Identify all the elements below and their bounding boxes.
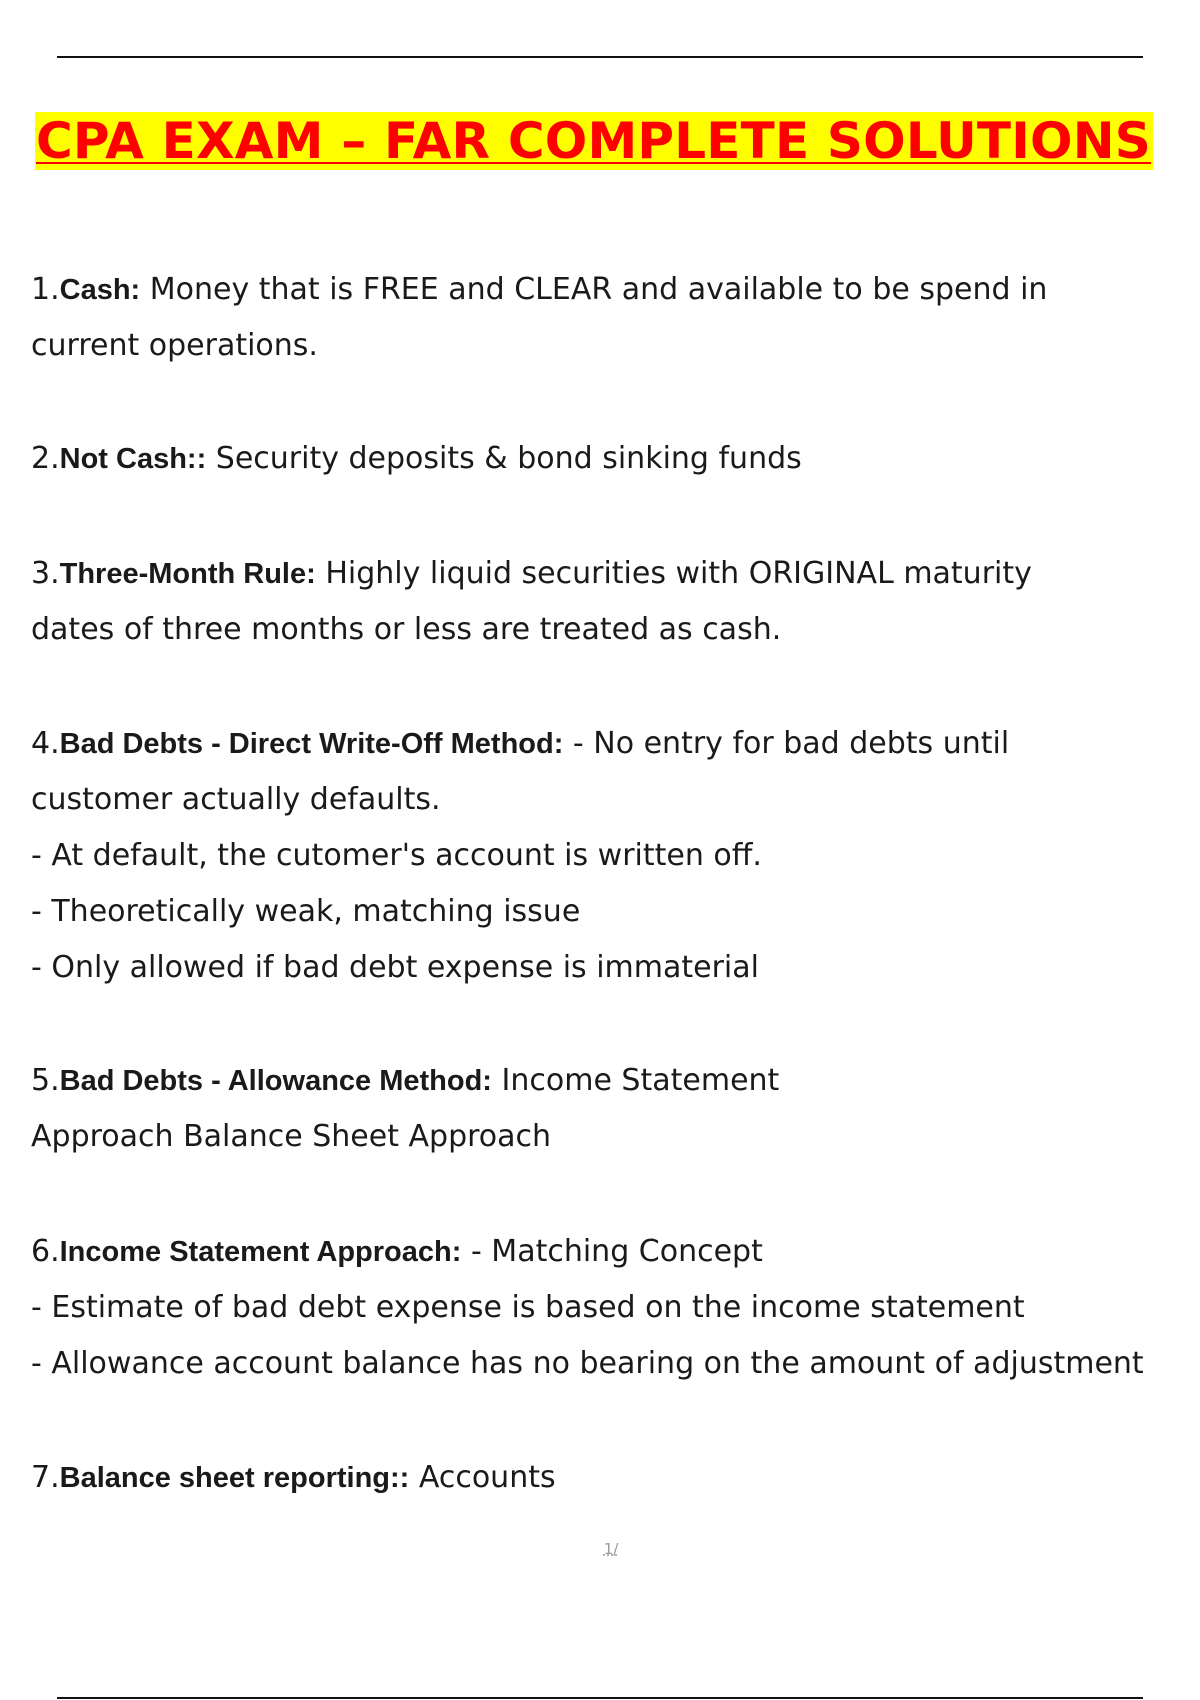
item-first-line xyxy=(31,431,1200,487)
item-text: Money that is FREE and CLEAR and available to be spend in xyxy=(140,272,1048,307)
item-text: - Allowance account balance has no bearing on the amount of adjustment xyxy=(31,1346,1144,1381)
item-first-line xyxy=(31,1224,1200,1280)
item-text: - Matching Concept xyxy=(461,1234,763,1269)
item-text: Accounts xyxy=(409,1460,556,1495)
item-number: 4. xyxy=(31,726,60,761)
item-term: Bad Debts - Allowance Method: xyxy=(59,1065,492,1097)
item-term: Three-Month Rule: xyxy=(59,558,316,590)
item-first-line xyxy=(31,546,1200,602)
item-number: 3. xyxy=(31,556,60,591)
item-term: Bad Debts - Direct Write-Off Method: xyxy=(59,728,564,760)
list-item xyxy=(31,262,1200,374)
item-text: - At default, the cutomer's account is written off. xyxy=(31,838,762,873)
item-term: Balance sheet reporting:: xyxy=(59,1462,410,1494)
item-text: - No entry for bad debts until xyxy=(563,726,1010,761)
list-item xyxy=(31,1450,1200,1506)
item-text: Highly liquid securities with ORIGINAL maturity xyxy=(315,556,1032,591)
document-title: CPA EXAM – FAR COMPLETE SOLUTIONS xyxy=(36,112,1151,170)
item-text: - Only allowed if bad debt expense is immaterial xyxy=(31,950,759,985)
item-text: - Theoretically weak, matching issue xyxy=(31,894,581,929)
item-text: customer actually defaults. xyxy=(31,782,441,817)
list-item xyxy=(31,546,1200,658)
list-item xyxy=(31,431,1200,487)
item-first-line xyxy=(31,716,1200,772)
item-text: current operations. xyxy=(31,328,318,363)
list-item xyxy=(31,1224,1200,1392)
item-text: - Estimate of bad debt expense is based on the income statement xyxy=(31,1290,1025,1325)
item-number: 1. xyxy=(31,272,60,307)
list-item xyxy=(31,1053,1200,1165)
item-term: Not Cash:: xyxy=(59,443,207,475)
item-number: 2. xyxy=(31,441,60,476)
page-number: 1/ xyxy=(603,1540,619,1558)
item-text: Approach Balance Sheet Approach xyxy=(31,1119,552,1154)
top-rule xyxy=(57,56,1143,58)
list-item xyxy=(31,716,1200,996)
item-term: Cash: xyxy=(59,274,141,306)
item-text: Income Statement xyxy=(491,1063,780,1098)
item-first-line xyxy=(31,1053,1200,1109)
item-number: 7. xyxy=(31,1460,60,1495)
item-number: 6. xyxy=(31,1234,60,1269)
title-banner xyxy=(35,112,1200,172)
item-term: Income Statement Approach: xyxy=(59,1236,462,1268)
item-text: Security deposits & bond sinking funds xyxy=(206,441,802,476)
item-first-line xyxy=(31,1450,1200,1506)
item-text: dates of three months or less are treated as cash. xyxy=(31,612,782,647)
item-number: 5. xyxy=(31,1063,60,1098)
item-first-line xyxy=(31,262,1200,318)
bottom-rule xyxy=(57,1697,1143,1699)
